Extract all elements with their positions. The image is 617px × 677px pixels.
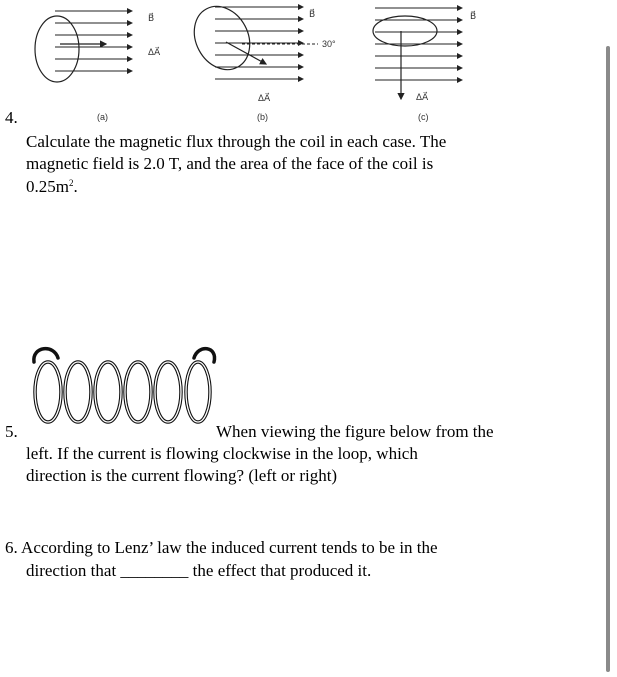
- area-vector-label-b: ΔA⃗: [258, 93, 271, 103]
- question-6-text-start: direction that: [26, 561, 117, 580]
- area-vector-label-a: ΔA⃗: [148, 47, 161, 57]
- question-5-number: 5.: [5, 422, 18, 441]
- figure-label-b: (b): [257, 112, 268, 122]
- answer-blank: ________: [120, 561, 189, 580]
- coil-area-value: 0.25m: [26, 177, 69, 196]
- b-vector-label-a: B⃗: [148, 13, 155, 23]
- coil-b: [184, 0, 318, 79]
- b-vector-label-c: B⃗: [470, 11, 477, 21]
- question-4-line-3: [26, 176, 78, 197]
- figure-label-c: (c): [418, 112, 429, 122]
- angle-label: 30°: [322, 39, 336, 49]
- question-4-line-1: Calculate the magnetic flux through the coil in each case. The: [26, 132, 447, 151]
- coil-a: [35, 11, 132, 82]
- question-6-line-2: [26, 560, 371, 581]
- question-5-line-3: direction is the current flowing? (left or right): [26, 466, 338, 485]
- question-5-line-1: When viewing the figure below from the: [216, 422, 494, 441]
- sentence-period: .: [73, 177, 78, 196]
- scrollbar[interactable]: [606, 46, 610, 672]
- question-4-number: 4.: [5, 108, 18, 127]
- question-6-text-end: the effect that produced it.: [192, 561, 372, 580]
- b-vector-label-b: B⃗: [309, 9, 316, 19]
- area-vector-label-c: ΔA⃗: [416, 92, 429, 102]
- coil-c: [373, 8, 462, 99]
- question-4-line-2: magnetic field is 2.0 T, and the area of the face of the coil is: [26, 154, 434, 173]
- figure-label-a: (a): [97, 112, 108, 122]
- question-5-line-2: left. If the current is flowing clockwise in the loop, which: [26, 444, 418, 463]
- question-6-line-1: 6. According to Lenz’ law the induced current tends to be in the: [5, 538, 438, 557]
- solenoid-figure: [28, 340, 218, 430]
- area-exponent: 2: [68, 178, 74, 188]
